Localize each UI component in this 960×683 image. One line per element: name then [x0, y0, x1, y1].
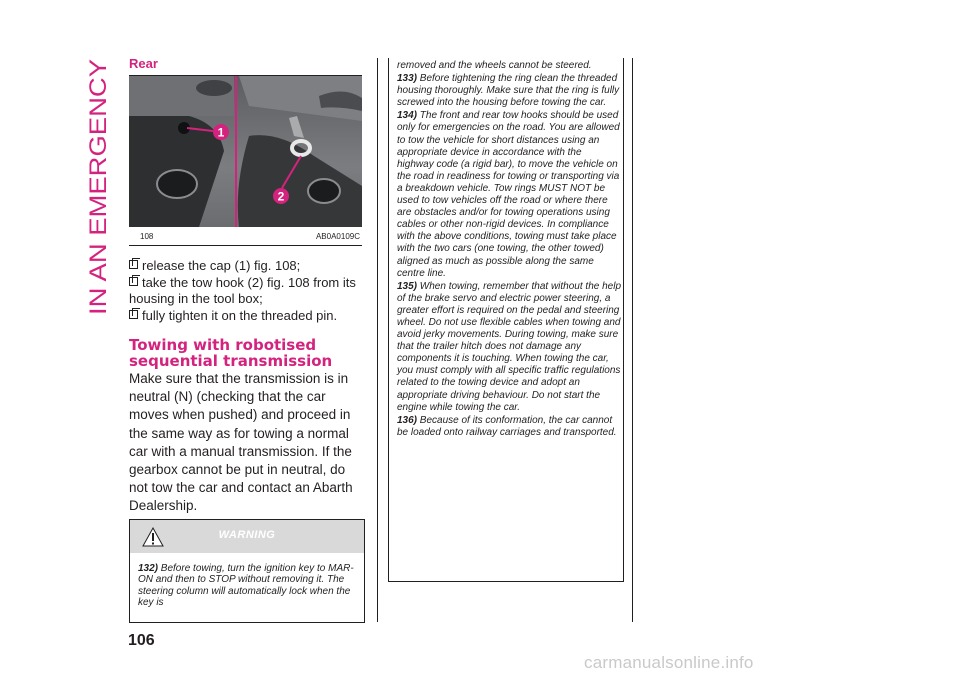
subheading: Towing with robotised sequential transmission: [129, 336, 333, 370]
note-136: [397, 415, 621, 439]
step-item: fully tighten it on the threaded pin.: [129, 308, 369, 325]
handle-left: [196, 80, 232, 96]
bullet-icon: [129, 310, 138, 319]
note-133: [397, 73, 621, 109]
fog-lamp-left: [157, 170, 197, 198]
note-number: 134): [397, 110, 420, 122]
note-number: 135): [397, 280, 420, 292]
callout-2-label: 2: [277, 189, 285, 204]
warning-header: [130, 520, 364, 553]
chapter-title-text: IN AN EMERGENCY: [85, 90, 112, 315]
note-text: The front and rear tow hooks should be used only for emergencies on the road. You are allowed to tow the vehicle for short distances using an appropriate device in accordance with the highway code (a rigid bar), to move the vehicle on the road in readiness for towing or transporting via a breakdown vehicle. Tow rings MUST NOT be used to tow vehicles off the road or where there are obstacles and/or for towing operations using cables or other non-rigid devices. In compliance with the above conditions, towing must take place with the two cars (one towing, the other towed) aligned as much as possible along the same centre line.: [397, 110, 620, 279]
step-item: release the cap (1) fig. 108;: [129, 258, 369, 275]
note-135: [397, 281, 621, 414]
note-text: Before tightening the ring clean the threaded housing thoroughly. Make sure that the ring is fully screwed into the housing before towing the car.: [397, 73, 620, 109]
note-134: [397, 110, 621, 279]
chapter-title: [84, 57, 114, 317]
note-number: 133): [397, 73, 420, 85]
figure-code: AB0A0109C: [315, 232, 360, 241]
continued-text: removed and the wheels cannot be steered.: [397, 60, 592, 71]
fog-lamp-right: [308, 179, 340, 203]
warning-box: [129, 519, 365, 623]
figure-tow-hook: [129, 75, 362, 227]
bullet-icon: [129, 277, 138, 286]
column-divider-left: [377, 58, 378, 622]
note-text: When towing, remember that without the help of the brake servo and electric power steering, a greater effort is required on the pedal and steering wheel. Do not use flexible cables when towing and avoid jerky movements. During towing, make sure that the trailer hitch does not damage any components it is touching. When towing the car, you must comply with all specific traffic regulations related to the towing device and adopt an appropriate driving behaviour. Do not start the engine while towing the car.: [397, 280, 622, 413]
warning-text: [138, 563, 360, 608]
note-number: 132): [138, 563, 161, 574]
callout-1-label: 1: [217, 125, 225, 140]
page-number: 106: [128, 632, 155, 649]
note-number: 136): [397, 414, 420, 426]
section-heading: Rear: [129, 56, 158, 71]
notes-box: [388, 58, 624, 582]
note-text: Because of its conformation, the car cannot be loaded onto railway carriages and transported.: [397, 414, 617, 438]
warning-title: WARNING: [218, 529, 276, 541]
figure-caption: [129, 231, 362, 246]
watermark: carmanualsonline.info: [584, 653, 754, 672]
bullet-icon: [129, 260, 138, 269]
step-list: [129, 258, 369, 324]
warning-body: Before towing, turn the ignition key to MAR-ON and then to STOP without removing it. The steering column will automatically lock when the key is: [138, 563, 354, 608]
column-divider-right: [632, 58, 633, 622]
figure-number: 108: [140, 232, 154, 241]
notes-text: [397, 60, 621, 440]
body-paragraph: Make sure that the transmission is in neutral (N) (checking that the car moves when pushed) and proceed in the same way as for towing a normal car with a manual transmission. If the gearbox cannot be put in neutral, do not tow the car and contact an Abarth Dealership.: [129, 371, 353, 514]
step-item: take the tow hook (2) fig. 108 from its housing in the tool box;: [129, 274, 356, 306]
